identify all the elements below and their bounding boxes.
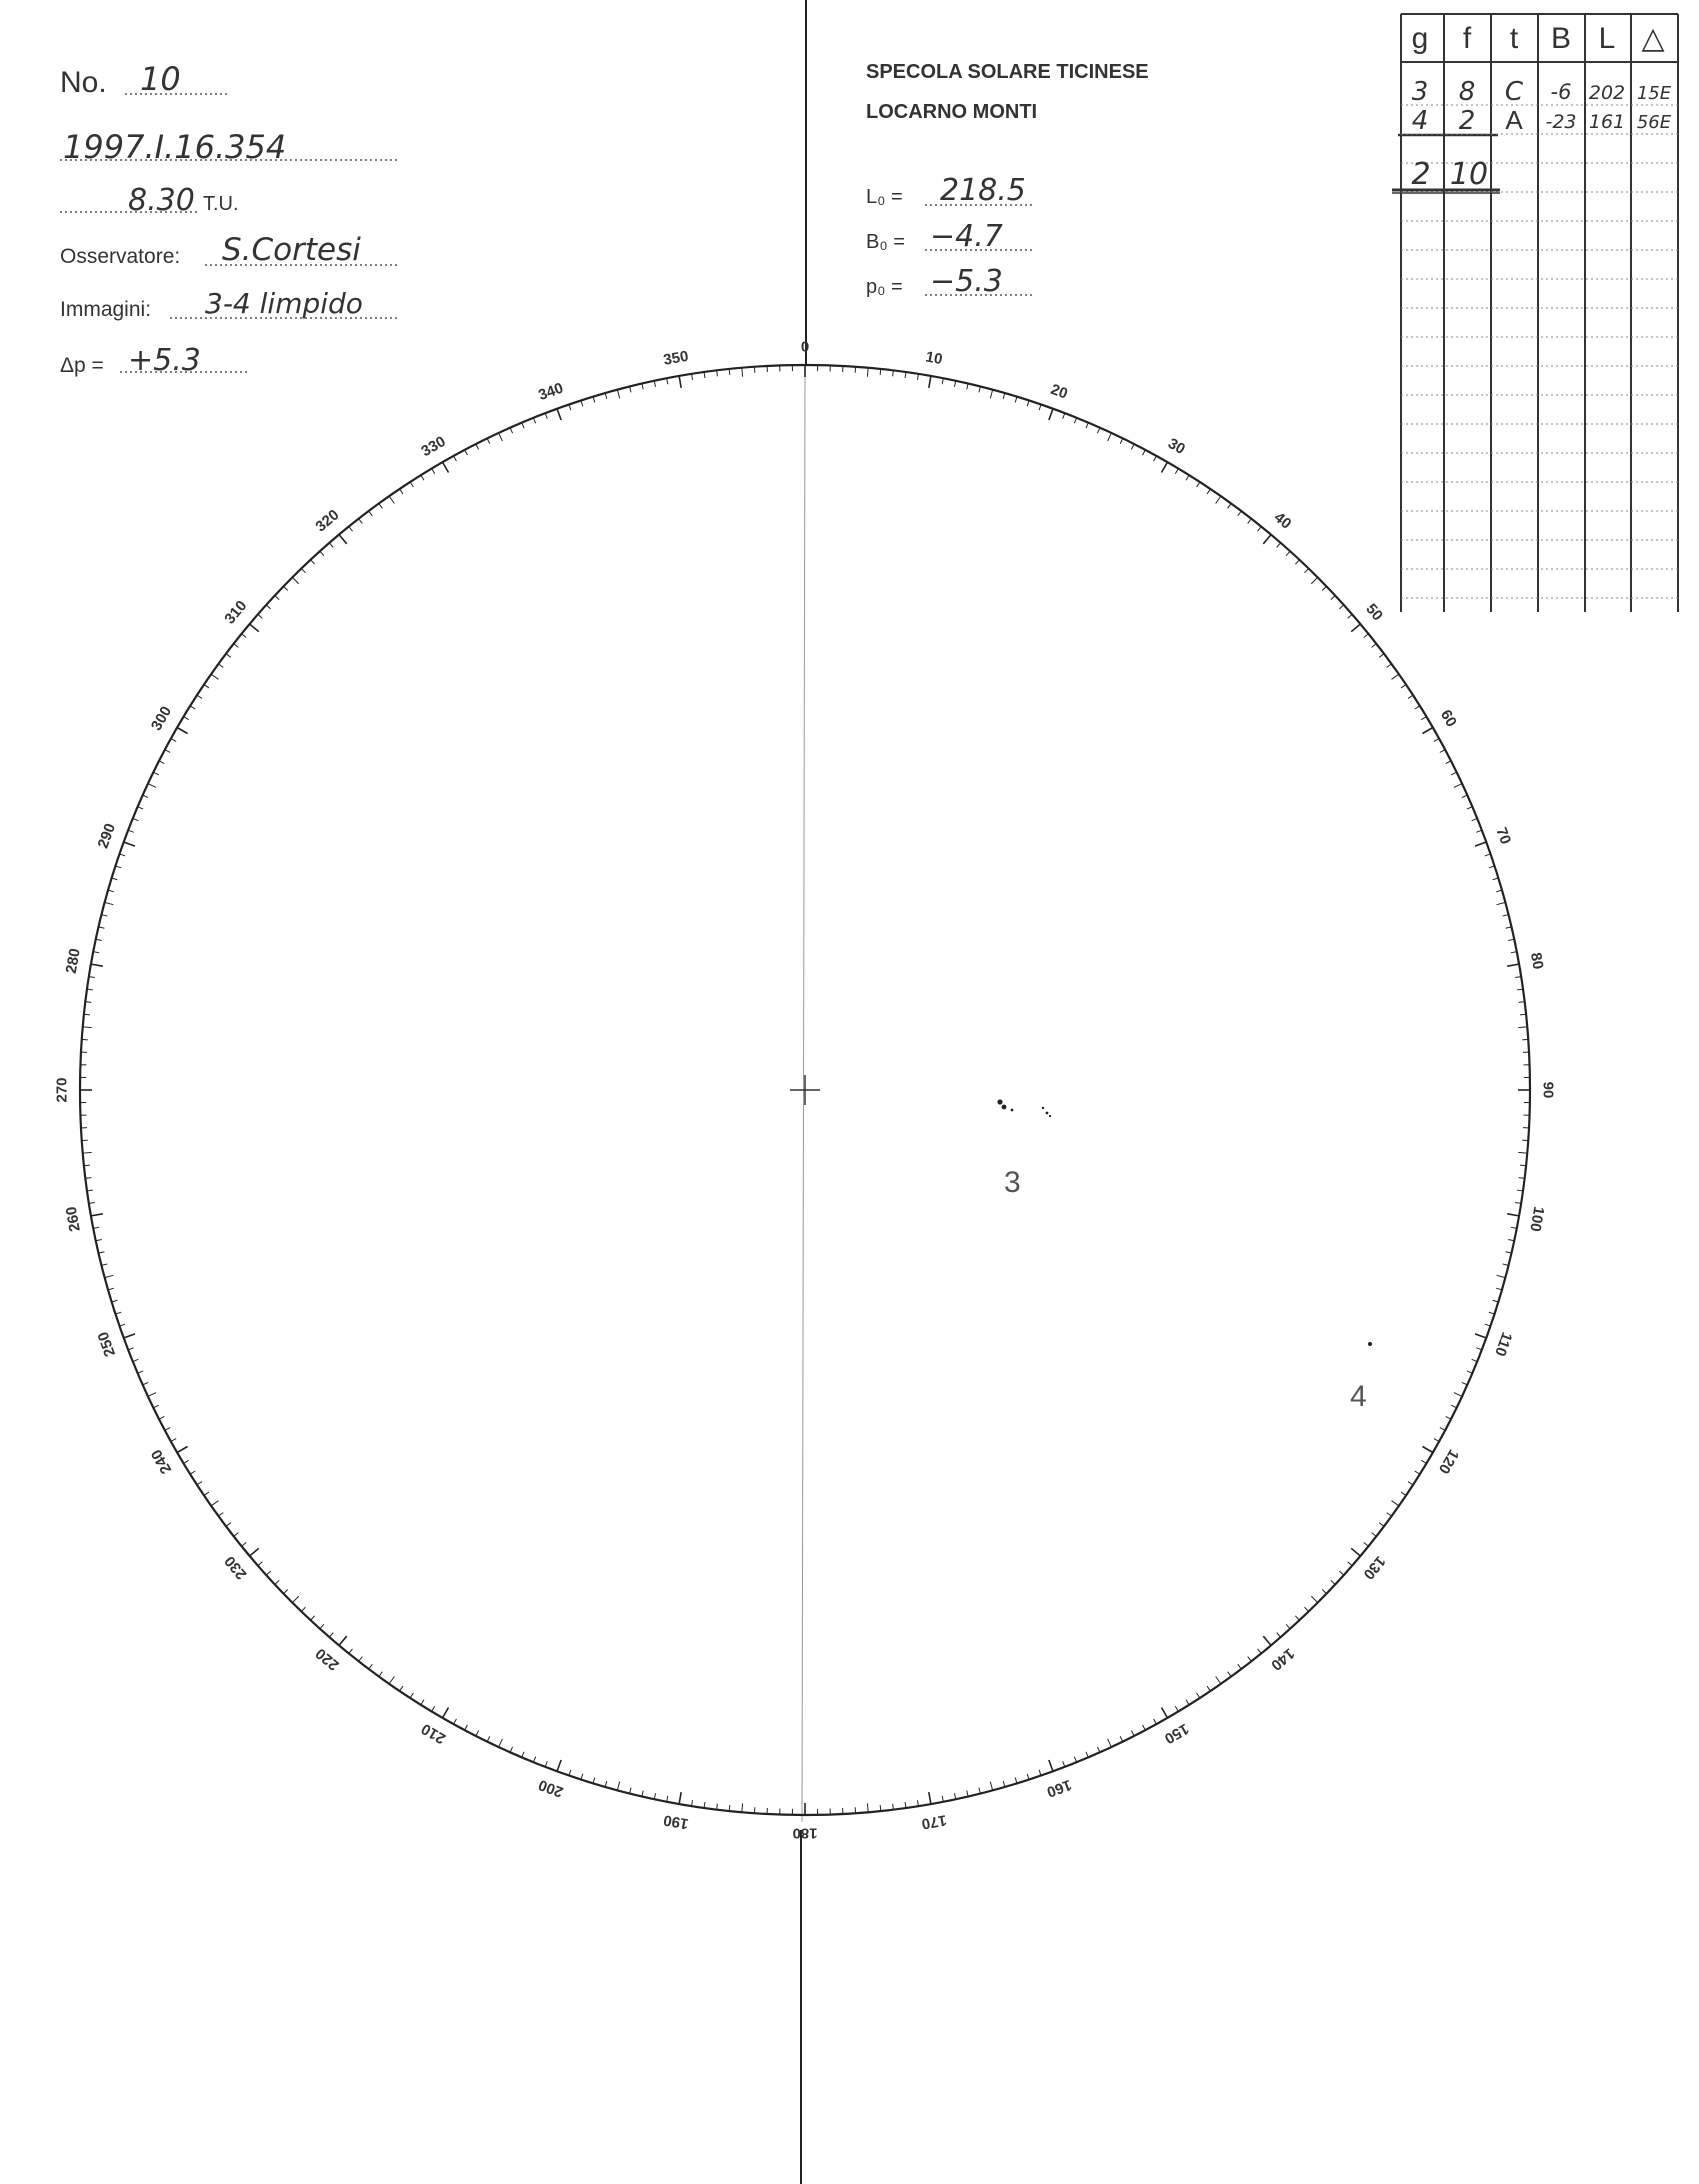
svg-text:2: 2	[1458, 106, 1476, 136]
degree-label-0: 0	[800, 338, 810, 356]
degree-label-170: 170	[920, 1811, 948, 1833]
param-b0-value: −4.7	[930, 219, 1003, 254]
degree-label-280: 280	[62, 947, 84, 975]
table-header-f: f	[1462, 22, 1472, 55]
degree-label-30: 30	[1165, 435, 1188, 459]
table-row	[1412, 105, 1672, 136]
dp-value: +5.3	[128, 343, 201, 378]
svg-text:C: C	[1504, 77, 1524, 107]
observer-value: S.Cortesi	[222, 232, 361, 268]
images-label: Immagini:	[60, 298, 152, 321]
svg-text:202: 202	[1588, 82, 1626, 104]
table-totals-row	[1411, 157, 1488, 192]
degree-label-140: 140	[1267, 1644, 1298, 1674]
observatory-location: LOCARNO MONTI	[866, 101, 1038, 123]
table-header-b: B	[1550, 22, 1572, 55]
degree-label-290: 290	[94, 821, 120, 851]
svg-text:56E: 56E	[1636, 112, 1672, 133]
svg-text:3: 3	[1411, 77, 1429, 107]
table-header-g: g	[1411, 22, 1429, 55]
svg-text:-23: -23	[1545, 111, 1577, 133]
degree-label-230: 230	[221, 1552, 251, 1583]
degree-label-340: 340	[536, 379, 566, 405]
degree-label-260: 260	[62, 1205, 84, 1233]
degree-label-270: 270	[53, 1077, 71, 1103]
images-value: 3-4 limpido	[205, 287, 363, 320]
degree-label-240: 240	[147, 1446, 176, 1477]
no-label: No.	[60, 66, 107, 99]
svg-text:-6: -6	[1550, 80, 1572, 104]
dp-label: Δp =	[60, 354, 104, 377]
degree-label-300: 300	[147, 703, 176, 734]
no-value: 10	[140, 60, 181, 98]
group-label-4: 4	[1350, 1380, 1367, 1413]
degree-label-110: 110	[1491, 1329, 1516, 1359]
degree-label-20: 20	[1048, 380, 1070, 403]
table-header-l: L	[1598, 22, 1616, 55]
svg-text:10: 10	[1449, 157, 1489, 192]
svg-text:A: A	[1505, 105, 1523, 135]
svg-text:4: 4	[1411, 106, 1429, 136]
svg-text:15E: 15E	[1636, 83, 1672, 104]
degree-label-210: 210	[418, 1719, 449, 1748]
header-block	[60, 60, 398, 378]
time-unit: T.U.	[203, 193, 239, 215]
degree-label-160: 160	[1044, 1775, 1074, 1801]
param-b0-label: B₀ =	[866, 231, 905, 253]
svg-text:161: 161	[1588, 111, 1626, 133]
param-p0-value: −5.3	[930, 264, 1003, 299]
group-label-3: 3	[1004, 1166, 1021, 1199]
degree-label-350: 350	[662, 347, 690, 369]
degree-label-250: 250	[94, 1329, 120, 1359]
degree-label-310: 310	[221, 597, 251, 628]
degree-label-120: 120	[1434, 1446, 1463, 1477]
observatory-name: SPECOLA SOLARE TICINESE	[866, 61, 1149, 83]
degree-label-330: 330	[418, 432, 449, 461]
sunspot-group-4	[1368, 1342, 1372, 1346]
svg-text:8: 8	[1458, 77, 1476, 107]
table-row	[1412, 77, 1672, 107]
degree-label-150: 150	[1161, 1719, 1192, 1748]
degree-label-220: 220	[312, 1644, 343, 1674]
date-value: 1997.I.16.354	[63, 128, 287, 166]
degree-label-10: 10	[924, 348, 944, 369]
degree-label-70: 70	[1492, 825, 1515, 847]
sunspot-group-3	[997, 1099, 1051, 1117]
degree-label-60: 60	[1436, 707, 1460, 730]
degree-label-190: 190	[662, 1811, 690, 1833]
degree-label-90: 90	[1539, 1081, 1557, 1099]
table-header-delta: △	[1641, 22, 1665, 55]
table-header-t: t	[1509, 22, 1519, 55]
observer-label: Osservatore:	[60, 245, 181, 268]
degree-label-80: 80	[1526, 951, 1547, 971]
degree-label-200: 200	[536, 1775, 566, 1801]
time-value: 8.30	[128, 183, 195, 218]
svg-text:2: 2	[1411, 157, 1431, 192]
group-table	[1392, 14, 1678, 612]
param-l0-value: 218.5	[940, 173, 1026, 208]
degree-label-50: 50	[1362, 600, 1387, 625]
degree-label-130: 130	[1359, 1552, 1389, 1583]
degree-label-180: 180	[792, 1824, 818, 1842]
degree-label-40: 40	[1270, 508, 1295, 533]
param-p0-label: p₀ =	[866, 276, 903, 298]
observatory-block	[866, 61, 1149, 299]
param-l0-label: L₀ =	[866, 186, 903, 208]
degree-label-100: 100	[1526, 1205, 1548, 1233]
degree-label-320: 320	[312, 506, 343, 536]
